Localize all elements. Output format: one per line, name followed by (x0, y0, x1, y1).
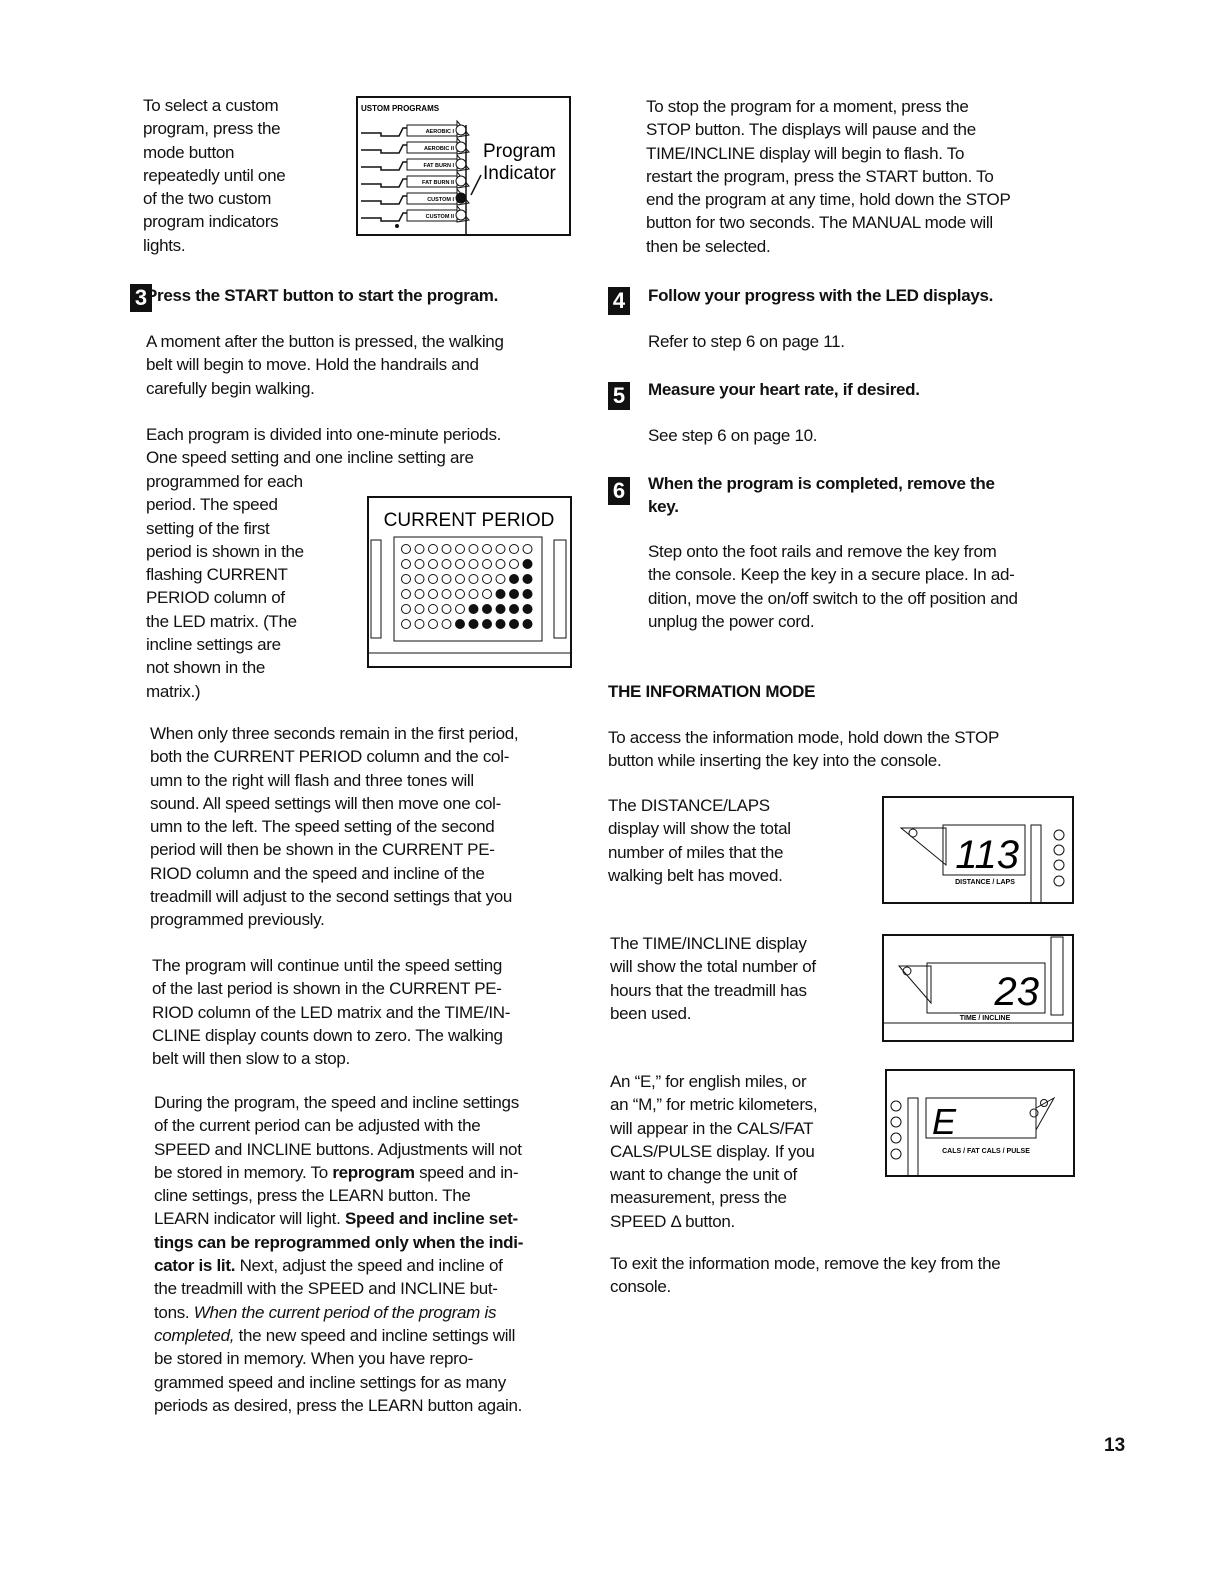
text-line: lights. (143, 235, 186, 255)
text-line: The DISTANCE/LAPS (608, 796, 770, 815)
led-dot (523, 620, 532, 629)
paragraph (646, 95, 1011, 258)
led-dot (469, 620, 478, 629)
led-dot (429, 605, 438, 614)
text-line: sound. All speed settings will then move one col- (150, 793, 502, 813)
led-dot (442, 620, 451, 629)
paragraph (610, 1252, 1000, 1299)
led-dot (456, 620, 465, 629)
text-line: programmed for each (146, 472, 303, 491)
text-line: want to change the unit of (610, 1165, 797, 1185)
text-span: be stored in memory. To (154, 1162, 333, 1182)
paragraph (608, 726, 999, 773)
text-line: of the last period is shown in the CURRENT PE- (152, 979, 502, 999)
led-dot (469, 575, 478, 584)
led-dot (483, 605, 492, 614)
heading-line: When the program is completed, remove the (648, 474, 995, 493)
figure-title: CURRENT PERIOD (383, 510, 555, 531)
step-marker-4: 4 (608, 287, 630, 315)
time-incline-display (881, 933, 1075, 1043)
text-line: the treadmill with the SPEED and INCLINE but- (154, 1279, 498, 1299)
text-line: periods as desired, press the LEARN button again. (154, 1395, 523, 1415)
text-line: To access the information mode, hold down the STOP (608, 728, 1000, 747)
text-line: program indicators (143, 212, 279, 232)
text-line: To select a custom (143, 96, 279, 115)
led-dot (415, 560, 424, 569)
led-dot (496, 605, 505, 614)
text-line: be stored in memory. When you have repro- (154, 1349, 474, 1369)
text-line (154, 1231, 523, 1254)
led-dot (415, 620, 424, 629)
led-dot (456, 575, 465, 584)
led-dot (456, 590, 465, 599)
text-line (154, 1254, 523, 1277)
led-dot (469, 545, 478, 554)
text-line: The TIME/INCLINE display (610, 934, 807, 953)
text-line: number of miles that the (608, 842, 784, 862)
section-title: THE INFORMATION MODE (608, 682, 816, 701)
led-dot (402, 620, 411, 629)
text-span: Next, adjust the speed and incline of (235, 1256, 503, 1276)
step-3-heading: Press the START button to start the program. (146, 286, 499, 305)
text-line: button for two seconds. The MANUAL mode will (646, 213, 993, 233)
cals-value: E (932, 1101, 957, 1142)
text-line: will show the total number of (610, 957, 816, 977)
led-dot (442, 590, 451, 599)
program-indicator-figure (355, 95, 573, 238)
text-line: will appear in the CALS/FAT (610, 1118, 814, 1138)
step-6-heading (648, 472, 995, 518)
text-line: RIOD column and the speed and incline of the (150, 863, 485, 883)
paragraph (610, 932, 816, 1025)
paragraph (146, 423, 501, 470)
led-dot (510, 560, 519, 569)
program-item (361, 172, 469, 188)
paragraph (648, 330, 845, 353)
paragraph (648, 424, 817, 447)
led-dot (510, 605, 519, 614)
text-line: of the current period can be adjusted with the (154, 1116, 481, 1136)
text-line: STOP button. The displays will pause and the (646, 120, 976, 140)
text-line: A moment after the button is pressed, the walking (146, 332, 504, 351)
heading-line: key. (648, 497, 679, 516)
led-dot (483, 620, 492, 629)
led-dot (402, 575, 411, 584)
text-line: During the program, the speed and incline settings (154, 1093, 519, 1112)
callout-indicator: Indicator (483, 163, 556, 184)
led-dot (429, 575, 438, 584)
led-dot (510, 620, 519, 629)
led-dot (429, 545, 438, 554)
bold-text: cator is lit. (154, 1256, 236, 1276)
text-span: tons. (154, 1302, 194, 1322)
text-line: period. The speed (146, 495, 278, 515)
program-item (361, 155, 469, 171)
cals-pulse-display (884, 1068, 1076, 1178)
led-dot (469, 590, 478, 599)
led-dot (456, 545, 465, 554)
led-dot (496, 545, 505, 554)
led-dot (442, 605, 451, 614)
paragraph (608, 794, 791, 887)
text-line: To exit the information mode, remove the key from the (610, 1254, 1001, 1273)
led-dot (523, 545, 532, 554)
led-dot (429, 560, 438, 569)
text-line: period will then be shown in the CURRENT PE- (150, 840, 495, 860)
led-dot (523, 560, 532, 569)
bold-text: Speed and incline set- (344, 1209, 518, 1229)
cals-label: CALS / FAT CALS / PULSE (942, 1148, 1030, 1155)
program-item (361, 206, 469, 222)
text-line: See step 6 on page 10. (648, 426, 818, 445)
text-line: unplug the power cord. (648, 611, 815, 631)
distance-value: 113 (955, 833, 1019, 877)
text-line: treadmill will adjust to the second settings that you (150, 887, 513, 907)
led-dot (523, 575, 532, 584)
led-dot (496, 575, 505, 584)
text-line: program, press the (143, 119, 281, 139)
text-line: TIME/INCLINE display will begin to flash. To (646, 143, 965, 163)
text-line: button while inserting the key into the console. (608, 751, 942, 771)
text-line: CLINE display counts down to zero. The walking (152, 1025, 503, 1045)
text-line: One speed setting and one incline setting are (146, 448, 474, 468)
text-line: umn to the left. The speed setting of the second (150, 817, 495, 837)
text-line: not shown in the (146, 658, 266, 678)
text-line: hours that the treadmill has (610, 980, 807, 1000)
text-line: To stop the program for a moment, press the (646, 97, 969, 116)
led-dot (415, 575, 424, 584)
paragraph (146, 330, 504, 400)
led-dot (402, 560, 411, 569)
paragraph (610, 1070, 817, 1233)
led-dot (496, 590, 505, 599)
led-dot (483, 545, 492, 554)
text-span: speed and in- (414, 1162, 519, 1182)
text-line (154, 1324, 523, 1347)
text-line: flashing CURRENT (146, 565, 288, 585)
text-line: measurement, press the (610, 1188, 787, 1208)
led-dot (469, 605, 478, 614)
led-dot (402, 605, 411, 614)
program-item (361, 121, 469, 137)
callout-program: Program (483, 141, 556, 162)
text-line: console. (610, 1277, 671, 1297)
led-dot (456, 560, 465, 569)
text-line: the console. Keep the key in a secure place. In ad- (648, 565, 1015, 585)
text-line: programmed previously. (150, 910, 325, 930)
led-dot (429, 620, 438, 629)
text-line: An “E,” for english miles, or (610, 1072, 807, 1091)
text-line: then be selected. (646, 236, 771, 256)
text-line (154, 1207, 523, 1230)
paragraph (150, 722, 518, 932)
paragraph (154, 1091, 523, 1417)
led-dot (456, 605, 465, 614)
text-line: CALS/PULSE display. If you (610, 1141, 815, 1161)
text-line: carefully begin walking. (146, 378, 315, 398)
led-dot (429, 590, 438, 599)
text-line: belt will then slow to a stop. (152, 1049, 350, 1069)
paragraph (648, 540, 1018, 633)
led-dot (510, 545, 519, 554)
text-line: restart the program, press the START button. To (646, 166, 994, 186)
led-dot (483, 590, 492, 599)
text-line: PERIOD column of (146, 588, 285, 608)
figure-title: USTOM PROGRAMS (361, 104, 440, 113)
current-period-figure (366, 495, 574, 671)
led-dot (415, 605, 424, 614)
text-line: When only three seconds remain in the first period, (150, 724, 519, 743)
bold-text: reprogram (332, 1162, 415, 1182)
text-line (154, 1301, 523, 1324)
led-dot (483, 560, 492, 569)
distance-laps-display (881, 795, 1075, 905)
program-item-label: AEROBIC II (424, 146, 454, 152)
text-line: dition, move the on/off switch to the off position and (648, 588, 1018, 608)
led-dot (510, 590, 519, 599)
led-dot (415, 590, 424, 599)
led-dot (523, 590, 532, 599)
led-dot (402, 545, 411, 554)
text-line: setting of the first (146, 518, 270, 538)
text-line: The program will continue until the speed setting (152, 956, 503, 975)
time-value: 23 (994, 970, 1039, 1014)
text-line: umn to the right will flash and three tones will (150, 770, 474, 790)
paragraph (152, 954, 510, 1070)
program-item-label: CUSTOM I (427, 197, 454, 203)
led-dot (510, 575, 519, 584)
text-line: been used. (610, 1003, 692, 1023)
time-label: TIME / INCLINE (959, 1015, 1011, 1022)
text-line: cline settings, press the LEARN button. The (154, 1186, 471, 1206)
program-item-label: CUSTOM II (425, 214, 454, 220)
text-line: mode button (143, 142, 235, 162)
program-item-label: FAT BURN I (423, 163, 454, 169)
bold-text: tings can be reprogrammed only when the indi- (154, 1232, 524, 1252)
paragraph (146, 470, 304, 703)
led-dot (442, 545, 451, 554)
led-dot (496, 560, 505, 569)
text-line: Refer to step 6 on page 11. (648, 332, 845, 351)
led-dot (442, 560, 451, 569)
text-line: Step onto the foot rails and remove the key from (648, 542, 997, 561)
intro-text (143, 94, 285, 257)
text-span: the new speed and incline settings will (234, 1325, 516, 1345)
text-line: belt will begin to move. Hold the handrails and (146, 355, 479, 375)
text-line: walking belt has moved. (608, 865, 783, 885)
text-line: SPEED Δ button. (610, 1211, 735, 1231)
led-dot (469, 560, 478, 569)
program-item (361, 138, 469, 154)
text-line: the LED matrix. (The (146, 611, 297, 631)
page-number: 13 (1104, 1435, 1126, 1456)
text-line: period is shown in the (146, 541, 304, 561)
italic-text: completed, (154, 1325, 235, 1345)
program-item-label: AEROBIC I (425, 129, 454, 135)
led-dot (496, 620, 505, 629)
italic-text: When the current period of the program is (193, 1302, 497, 1322)
text-line (154, 1161, 523, 1184)
step-marker-3: 3 (130, 284, 152, 312)
text-span: LEARN indicator will light. (154, 1209, 345, 1229)
led-dot (442, 575, 451, 584)
program-item-label: FAT BURN II (422, 180, 454, 186)
text-line: matrix.) (146, 681, 201, 701)
step-5-heading: Measure your heart rate, if desired. (648, 380, 920, 399)
text-line: SPEED and INCLINE buttons. Adjustments will not (154, 1139, 522, 1159)
led-dot (523, 605, 532, 614)
text-line: RIOD column of the LED matrix and the TIME/IN- (152, 1002, 511, 1022)
text-line: Each program is divided into one-minute periods. (146, 425, 502, 444)
text-line: end the program at any time, hold down the STOP (646, 190, 1011, 210)
led-dot (402, 590, 411, 599)
text-line: incline settings are (146, 635, 281, 655)
text-line: grammed speed and incline settings for as many (154, 1372, 506, 1392)
text-line: of the two custom (143, 189, 272, 209)
text-line: display will show the total (608, 819, 791, 839)
distance-label: DISTANCE / LAPS (955, 879, 1015, 886)
led-dot (415, 545, 424, 554)
text-line: repeatedly until one (143, 165, 286, 185)
step-4-heading: Follow your progress with the LED displays. (648, 286, 994, 305)
led-dot (483, 575, 492, 584)
step-marker-5: 5 (608, 382, 630, 410)
program-item (361, 189, 469, 205)
text-line: both the CURRENT PERIOD column and the col- (150, 747, 510, 767)
text-line: an “M,” for metric kilometers, (610, 1095, 818, 1115)
step-marker-6: 6 (608, 477, 630, 505)
